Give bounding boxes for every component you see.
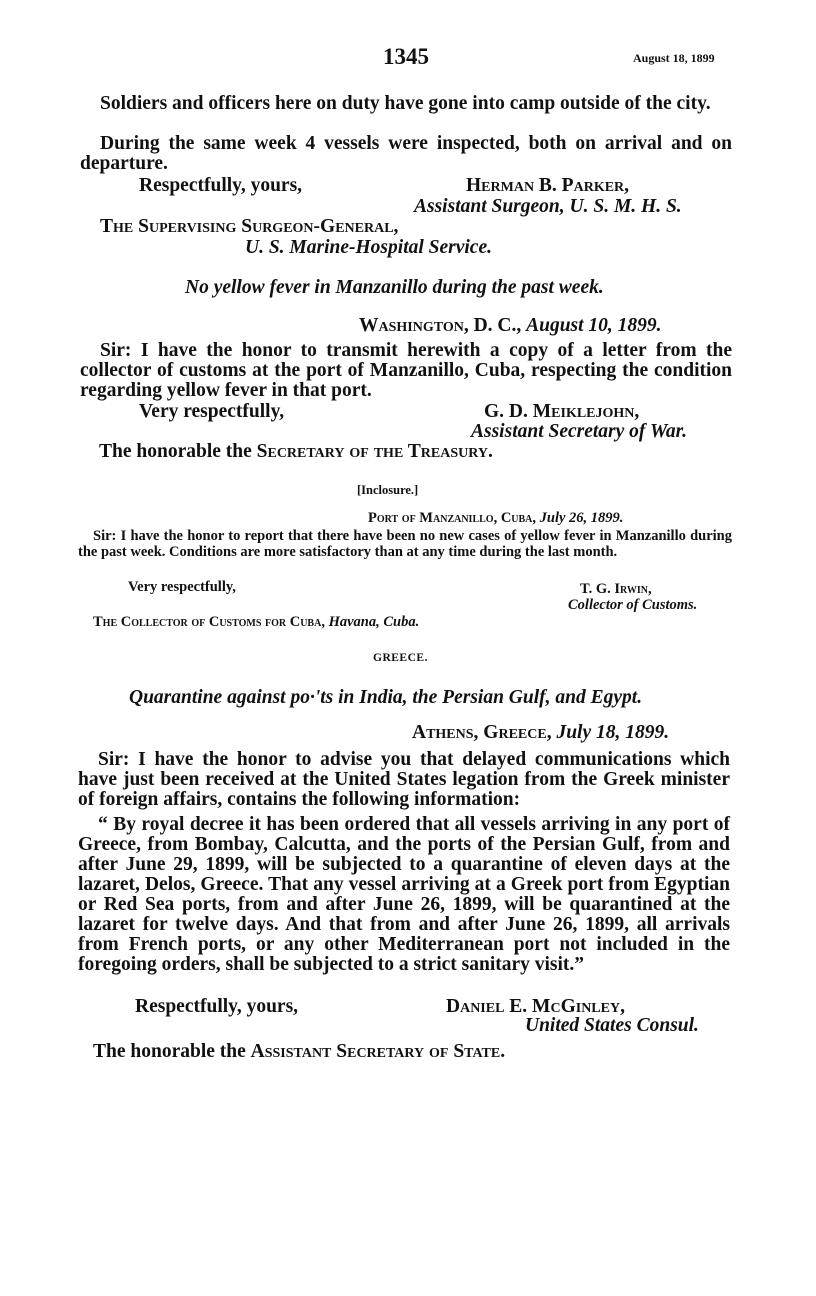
manzanillo-addressee-prefix: The honorable the (99, 441, 252, 462)
inclosure-signer-name: T. G. Irwin, (580, 581, 652, 597)
greece-signer-name: Daniel E. McGinley, (446, 996, 625, 1017)
parker-signer-title: Assistant Surgeon, U. S. M. H. S. (414, 196, 682, 217)
page-number: 1345 (383, 44, 429, 69)
greece-quote: “ By royal decree it has been ordered that all vessels arriving in any port of Greece, from Bombay, Calcutta, and the ports of the Persian Gulf, from and after June 29, 1899, will be subjected to a quarantine of eleven days at the lazaret, Delos, Greece. That any vessel arriving at a Greek port from Egyptian or Red Sea ports, from and after June 26, 1899, will be quarantined at the lazaret for twelve days. And that from and after June 26, 1899, all arrivals from French ports, or any other Mediterranean port not included in the foregoing orders, shall be subjected to a strict sanitary visit.” (78, 814, 730, 975)
parker-addressee-2: U. S. Marine-Hospital Service. (245, 237, 492, 258)
parker-signer-name: Herman B. Parker, (466, 175, 630, 196)
parker-closing: Respectfully, yours, (139, 175, 303, 196)
parker-addressee-1: The Supervising Surgeon-General, (100, 216, 399, 237)
inclosure-closing: Very respectfully, (128, 579, 236, 595)
parker-paragraph-1: Soldiers and officers here on duty have gone into camp outside of the city. (100, 93, 711, 114)
inclosure-label: [Inclosure.] (357, 483, 419, 497)
inclosure-dateline-place: Port of Manzanillo, Cuba, (368, 510, 537, 526)
manzanillo-closing: Very respectfully, (139, 401, 285, 422)
greece-addressee-name: Assistant Secretary of State. (250, 1041, 506, 1062)
inclosure-addressee: The Collector of Customs for Cuba, (93, 614, 325, 630)
manzanillo-body: Sir: I have the honor to transmit herewith a copy of a letter from the collector of customs at the port of Manzanillo, Cuba, respecting the condition regarding yellow fever in that port. (80, 340, 732, 401)
greece-section-title: GREECE. (373, 652, 428, 664)
greece-dateline-date: July 18, 1899. (556, 722, 670, 743)
manzanillo-dateline-place: Washington, D. C., (359, 315, 522, 336)
greece-body: Sir: I have the honor to advise you that delayed communications which have just been received at the United States legation from the Greek minister of foreign affairs, contains the following information: (78, 749, 730, 810)
inclosure-dateline-date: July 26, 1899. (539, 510, 624, 526)
greece-dateline-place: Athens, Greece, (412, 722, 552, 743)
manzanillo-signer-name: G. D. Meiklejohn, (484, 401, 640, 422)
manzanillo-addressee-name: Secretary of the Treasury. (256, 441, 493, 462)
greece-addressee-prefix: The honorable the (93, 1041, 246, 1062)
manzanillo-dateline-date: August 10, 1899. (526, 315, 662, 336)
parker-paragraph-2: During the same week 4 vessels were inspected, both on arrival and on departure. (80, 133, 732, 174)
inclosure-body: Sir: I have the honor to report that there have been no new cases of yellow fever in Manzanillo during the past week. Conditions are more satisfactory than at any time during the last month. (78, 528, 732, 560)
greece-heading: Quarantine against po·'ts in India, the Persian Gulf, and Egypt. (129, 687, 643, 708)
header-date: August 18, 1899 (633, 51, 715, 65)
manzanillo-heading: No yellow fever in Manzanillo during the past week. (185, 277, 604, 298)
inclosure-addressee-place: Havana, Cuba. (328, 614, 420, 630)
greece-signer-title: United States Consul. (525, 1015, 699, 1036)
inclosure-signer-title: Collector of Customs. (568, 597, 698, 613)
greece-closing: Respectfully, yours, (135, 996, 299, 1017)
manzanillo-signer-title: Assistant Secretary of War. (471, 421, 687, 442)
